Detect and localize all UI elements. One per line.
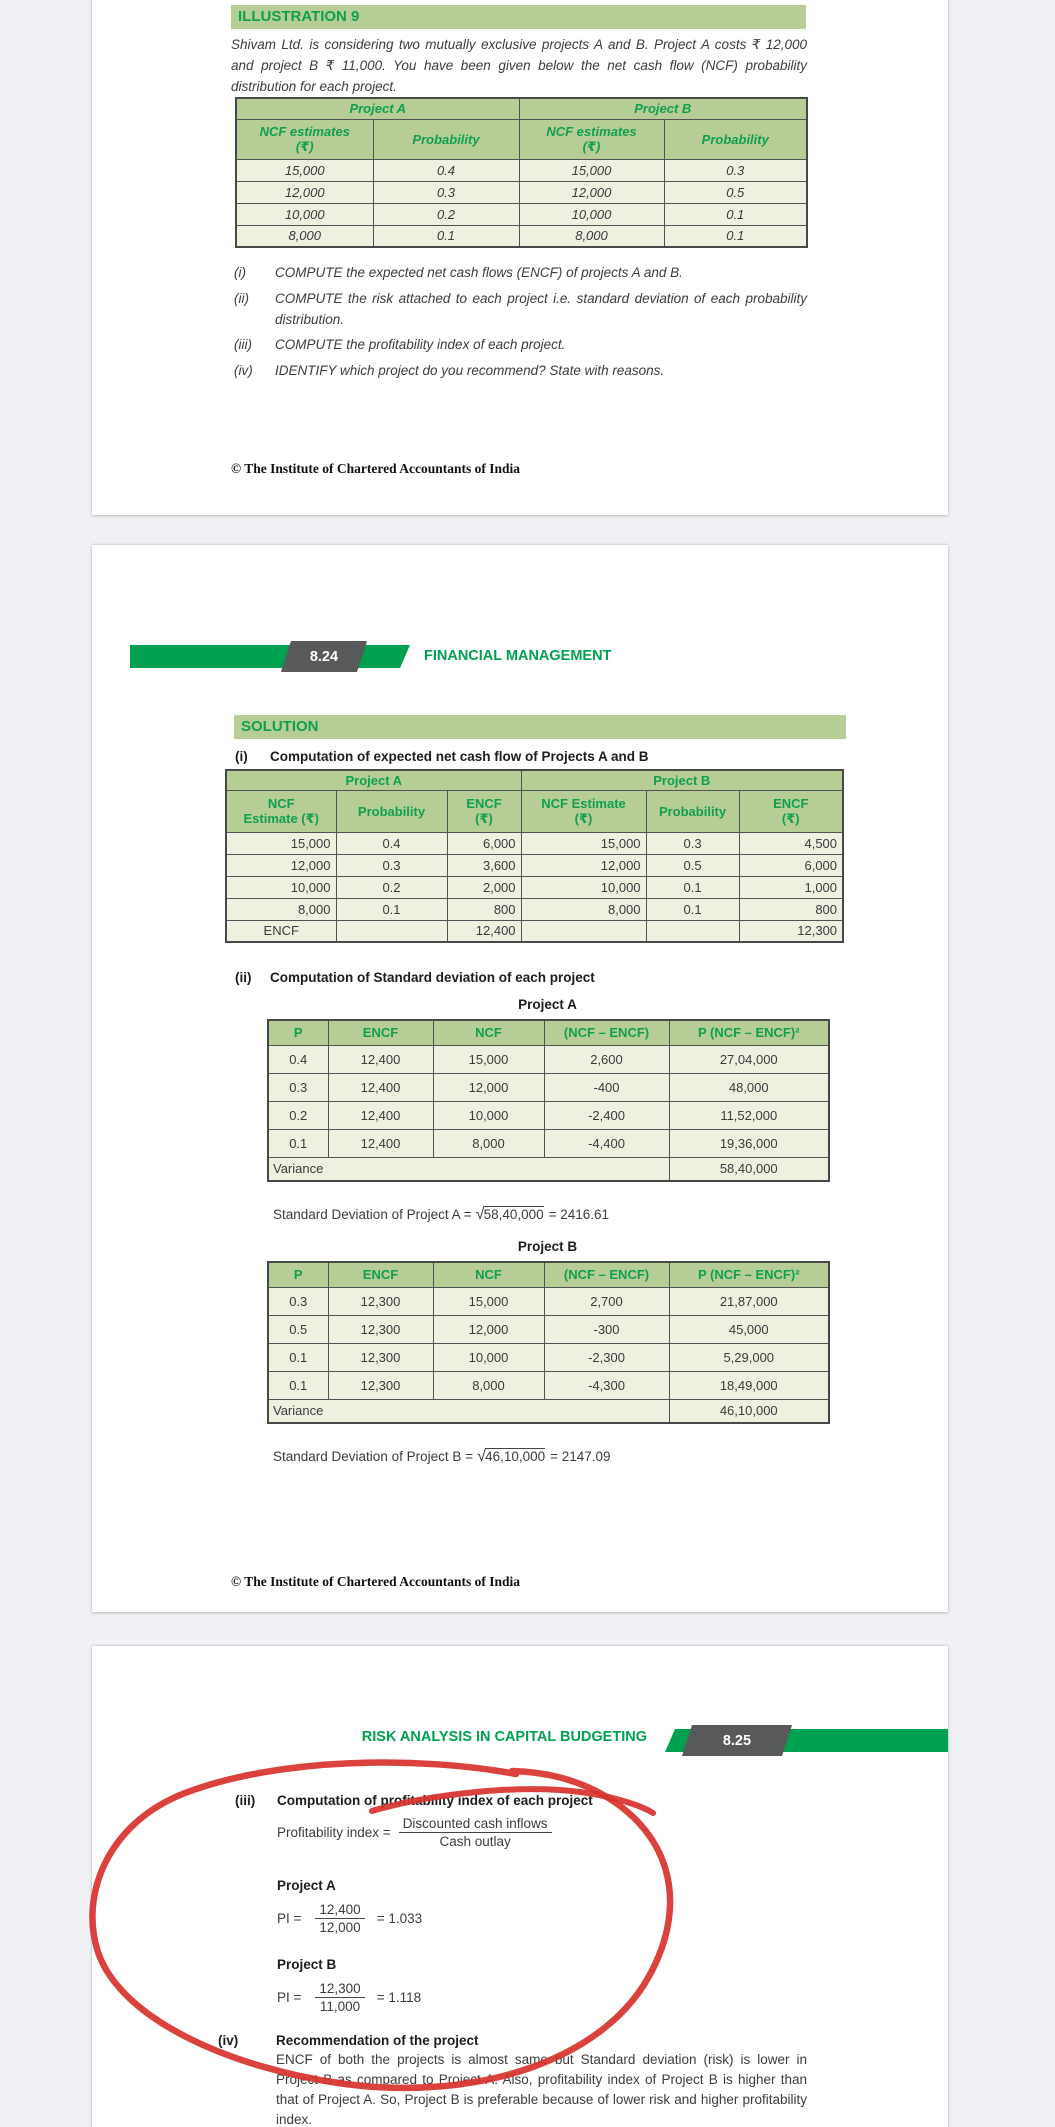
cell: 12,000 — [236, 181, 373, 203]
col-header: Probability — [336, 790, 447, 832]
fraction — [399, 1816, 552, 1849]
table-total-row — [226, 920, 843, 942]
chapter-title: FINANCIAL MANAGEMENT — [424, 648, 612, 664]
cell: 0.1 — [336, 898, 447, 920]
group-header-project-a: Project A — [236, 98, 519, 119]
cell: 0.3 — [664, 159, 807, 181]
col-header-line: NCF — [267, 795, 295, 811]
illustration-title: ILLUSTRATION 9 — [238, 8, 360, 25]
fraction-numerator: 12,400 — [315, 1902, 364, 1919]
total-label: ENCF — [226, 920, 336, 942]
section-title: Computation of expected net cash flow of Projects A and B — [270, 749, 649, 764]
col-header — [521, 790, 646, 832]
cell: 12,300 — [328, 1315, 433, 1343]
cell: 0.3 — [646, 832, 739, 854]
col-header — [519, 119, 664, 159]
pi-label: PI = — [277, 1990, 302, 2005]
variance-label: Variance — [268, 1157, 669, 1181]
cell: 12,300 — [328, 1371, 433, 1399]
table-header-row — [226, 790, 843, 832]
sd-table-project-b — [267, 1261, 830, 1424]
question-text: COMPUTE the expected net cash flows (ENCF) of projects A and B. — [275, 265, 683, 280]
cell: 12,300 — [328, 1343, 433, 1371]
col-header — [739, 790, 843, 832]
variance-row — [268, 1399, 829, 1423]
col-header: P (NCF – ENCF)² — [669, 1262, 829, 1287]
section-number: (iii) — [235, 1793, 256, 1808]
table-header-row — [268, 1262, 829, 1287]
page-number: 8.24 — [309, 648, 339, 665]
group-header-project-a: Project A — [226, 770, 521, 790]
recommendation-text: ENCF of both the projects is almost same but Standard deviation (risk) is lower in Project B as compared to Project A. Also, profitability index of Project B is higher than that of Project A. So, Project B is preferable because of lower risk and higher profitability index. — [276, 2052, 807, 2127]
section-heading-iii — [235, 1792, 835, 1810]
col-header: P — [268, 1262, 328, 1287]
cell: 0.1 — [268, 1129, 328, 1157]
cell: -4,300 — [544, 1371, 669, 1399]
problem-statement: Shivam Ltd. is considering two mutually exclusive projects A and B. Project A costs ₹ 12,000 and project B ₹ 11,000. You have been given below the net cash flow (NCF) probability distribution for each project. — [231, 37, 807, 94]
cell: 6,000 — [739, 854, 843, 876]
col-header: P (NCF – ENCF)² — [669, 1020, 829, 1045]
fraction — [315, 1981, 364, 2014]
group-header-project-b: Project B — [519, 98, 807, 119]
cell: 0.4 — [373, 159, 519, 181]
question-number: (ii) — [234, 291, 249, 306]
cell: 2,000 — [447, 876, 521, 898]
cell: 0.1 — [268, 1343, 328, 1371]
chapter-title: RISK ANALYSIS IN CAPITAL BUDGETING — [361, 1729, 647, 1745]
col-header: (NCF – ENCF) — [544, 1020, 669, 1045]
project-b-table-title: Project B — [517, 1239, 578, 1254]
page-1 — [92, 0, 948, 515]
section-number: (i) — [235, 749, 248, 764]
sqrt-radical-icon: √ — [475, 1205, 485, 1223]
cell: 12,000 — [521, 854, 646, 876]
cell: 800 — [447, 898, 521, 920]
cell: 19,36,000 — [669, 1129, 829, 1157]
pi-result: = 1.118 — [376, 1990, 422, 2005]
section-heading-ii — [235, 969, 835, 987]
table-row — [236, 225, 807, 247]
table-header-row — [236, 119, 807, 159]
cell: -400 — [544, 1073, 669, 1101]
cell: 10,000 — [521, 876, 646, 898]
cell: 0.4 — [268, 1045, 328, 1073]
cell: 0.5 — [664, 181, 807, 203]
cell: 4,500 — [739, 832, 843, 854]
cell: 8,000 — [521, 898, 646, 920]
page-3 — [92, 1646, 948, 2127]
col-header-line: NCF estimates — [546, 123, 637, 139]
project-a-heading: Project A — [277, 1878, 336, 1893]
project-b-heading: Project B — [277, 1957, 337, 1972]
cell — [521, 920, 646, 942]
cell: 15,000 — [521, 832, 646, 854]
fraction-denominator: 12,000 — [319, 1920, 361, 1935]
col-header — [236, 119, 373, 159]
col-header-line: ENCF — [466, 795, 502, 811]
solution-label: SOLUTION — [241, 718, 319, 735]
table-row — [268, 1315, 829, 1343]
fraction-numerator: 12,300 — [315, 1981, 364, 1998]
cell: 12,300 — [328, 1287, 433, 1315]
cell: 0.3 — [268, 1073, 328, 1101]
section-number: (ii) — [235, 970, 252, 985]
col-header-line: NCF Estimate — [541, 795, 626, 811]
table-row — [226, 898, 843, 920]
ncf-probability-table — [235, 97, 808, 248]
cell: 8,000 — [236, 225, 373, 247]
cell: -2,300 — [544, 1343, 669, 1371]
cell: 12,400 — [328, 1045, 433, 1073]
copyright-notice: © The Institute of Chartered Accountants of India — [231, 461, 520, 476]
cell: 15,000 — [433, 1287, 544, 1315]
table-row — [268, 1073, 829, 1101]
cell: 15,000 — [433, 1045, 544, 1073]
pi-project-b — [277, 1981, 421, 2014]
cell: 18,49,000 — [669, 1371, 829, 1399]
cell: 8,000 — [433, 1129, 544, 1157]
cell: 27,04,000 — [669, 1045, 829, 1073]
cell: 12,400 — [328, 1101, 433, 1129]
col-header: (NCF – ENCF) — [544, 1262, 669, 1287]
pi-formula — [277, 1816, 552, 1849]
copyright-notice: © The Institute of Chartered Accountants of India — [231, 1574, 520, 1589]
table-row — [268, 1371, 829, 1399]
col-header: Probability — [646, 790, 739, 832]
sd-prefix: Standard Deviation of Project A = — [273, 1207, 472, 1222]
variance-row — [268, 1157, 829, 1181]
question-item — [234, 360, 807, 381]
cell: 45,000 — [669, 1315, 829, 1343]
encf-table — [225, 769, 844, 943]
cell: -300 — [544, 1315, 669, 1343]
table-row — [226, 876, 843, 898]
col-header: P — [268, 1020, 328, 1045]
cell — [336, 920, 447, 942]
question-number: (iv) — [234, 363, 253, 378]
cell: 10,000 — [519, 203, 664, 225]
cell: 10,000 — [236, 203, 373, 225]
table-row — [236, 159, 807, 181]
cell: 1,000 — [739, 876, 843, 898]
col-header-line: NCF estimates — [259, 123, 350, 139]
cell: 10,000 — [226, 876, 336, 898]
total-project-b: 12,300 — [739, 920, 843, 942]
cell: 0.1 — [268, 1371, 328, 1399]
col-header-line: ENCF — [773, 795, 809, 811]
cell: 12,000 — [226, 854, 336, 876]
cell: 15,000 — [226, 832, 336, 854]
col-header — [226, 790, 336, 832]
illustration-banner — [231, 5, 806, 29]
sd-result: = 2416.61 — [548, 1207, 610, 1222]
rupee-symbol-label: (₹) — [295, 138, 314, 154]
table-row — [268, 1101, 829, 1129]
question-text: COMPUTE the profitability index of each project. — [275, 337, 566, 352]
table-row — [268, 1343, 829, 1371]
cell: 0.1 — [664, 225, 807, 247]
cell: 8,000 — [519, 225, 664, 247]
fraction-denominator: Cash outlay — [439, 1834, 511, 1849]
pi-project-a — [277, 1902, 422, 1935]
solution-banner — [234, 715, 846, 739]
section-title: Computation of Standard deviation of each project — [270, 970, 595, 985]
pi-result: = 1.033 — [376, 1911, 423, 1926]
col-header: NCF — [433, 1020, 544, 1045]
sd-line-project-b — [273, 1447, 611, 1466]
page-number: 8.25 — [722, 1732, 752, 1749]
col-header: ENCF — [328, 1262, 433, 1287]
cell: 800 — [739, 898, 843, 920]
variance-value: 46,10,000 — [669, 1399, 829, 1423]
sd-line-project-a — [273, 1205, 609, 1224]
cell: 5,29,000 — [669, 1343, 829, 1371]
question-text: IDENTIFY which project do you recommend? State with reasons. — [275, 363, 665, 378]
sd-radicand: 58,40,000 — [483, 1207, 544, 1222]
cell: 10,000 — [433, 1101, 544, 1129]
sd-prefix: Standard Deviation of Project B = — [273, 1449, 473, 1464]
question-text: COMPUTE the risk attached to each project i.e. standard deviation of each probability distribution. — [275, 291, 807, 327]
cell: 2,700 — [544, 1287, 669, 1315]
page-number-slab — [682, 1725, 792, 1756]
rupee-symbol-label: (₹) — [574, 810, 593, 826]
table-row — [236, 203, 807, 225]
cell: 0.5 — [646, 854, 739, 876]
col-header — [447, 790, 521, 832]
cell: 10,000 — [433, 1343, 544, 1371]
section-heading-i — [235, 748, 835, 766]
table-group-header-row — [226, 770, 843, 790]
cell: -4,400 — [544, 1129, 669, 1157]
cell: 0.1 — [373, 225, 519, 247]
cell: 48,000 — [669, 1073, 829, 1101]
rupee-symbol-label: (₹) — [582, 138, 601, 154]
sd-result: = 2147.09 — [550, 1449, 611, 1464]
cell: 0.1 — [664, 203, 807, 225]
cell: 2,600 — [544, 1045, 669, 1073]
cell: 12,400 — [328, 1073, 433, 1101]
col-header: NCF — [433, 1262, 544, 1287]
section-number: (iv) — [218, 2033, 239, 2048]
cell: 0.3 — [268, 1287, 328, 1315]
cell: 21,87,000 — [669, 1287, 829, 1315]
rupee-symbol-label: (₹) — [475, 810, 493, 826]
cell: 0.3 — [373, 181, 519, 203]
cell: 3,600 — [447, 854, 521, 876]
table-row — [268, 1129, 829, 1157]
sqrt-radical-icon: √ — [477, 1447, 487, 1465]
page-number-slab — [281, 641, 367, 672]
pi-label: PI = — [277, 1911, 302, 1926]
cell: 0.1 — [646, 876, 739, 898]
cell: 0.2 — [373, 203, 519, 225]
col-header: Probability — [664, 119, 807, 159]
cell: 0.4 — [336, 832, 447, 854]
cell: 8,000 — [226, 898, 336, 920]
question-item — [234, 288, 807, 330]
group-header-project-b: Project B — [521, 770, 843, 790]
cell: 0.2 — [336, 876, 447, 898]
question-number: (iii) — [234, 337, 252, 352]
table-row — [268, 1287, 829, 1315]
section-title: Recommendation of the project — [276, 2033, 479, 2048]
sd-table-project-a — [267, 1019, 830, 1182]
variance-label: Variance — [268, 1399, 669, 1423]
table-header-row — [268, 1020, 829, 1045]
col-header: Probability — [373, 119, 519, 159]
table-row — [268, 1045, 829, 1073]
page-header-band — [130, 645, 410, 668]
cell: 0.5 — [268, 1315, 328, 1343]
cell: 0.3 — [336, 854, 447, 876]
table-row — [236, 181, 807, 203]
fraction-denominator: 11,000 — [319, 1999, 361, 2014]
cell: 15,000 — [236, 159, 373, 181]
section-heading-iv — [218, 2032, 838, 2050]
fraction-numerator: Discounted cash inflows — [399, 1816, 552, 1833]
project-a-table-title: Project A — [518, 997, 577, 1012]
cell: 6,000 — [447, 832, 521, 854]
cell — [646, 920, 739, 942]
sd-radicand: 46,10,000 — [485, 1449, 546, 1464]
page-2 — [92, 545, 948, 1612]
table-group-header-row — [236, 98, 807, 119]
question-item — [234, 334, 807, 355]
cell: 12,000 — [433, 1315, 544, 1343]
col-header: ENCF — [328, 1020, 433, 1045]
cell: 0.2 — [268, 1101, 328, 1129]
cell: 12,000 — [433, 1073, 544, 1101]
cell: 15,000 — [519, 159, 664, 181]
col-header-line: Estimate (₹) — [243, 810, 319, 826]
table-row — [226, 832, 843, 854]
cell: 11,52,000 — [669, 1101, 829, 1129]
formula-label: Profitability index = — [277, 1825, 391, 1840]
table-row — [226, 854, 843, 876]
cell: 0.1 — [646, 898, 739, 920]
question-item — [234, 262, 807, 283]
fraction — [315, 1902, 364, 1935]
total-project-a: 12,400 — [447, 920, 521, 942]
variance-value: 58,40,000 — [669, 1157, 829, 1181]
cell: 12,400 — [328, 1129, 433, 1157]
section-title: Computation of profitability index of each project — [277, 1793, 593, 1808]
cell: 12,000 — [519, 181, 664, 203]
cell: -2,400 — [544, 1101, 669, 1129]
question-number: (i) — [234, 265, 246, 280]
cell: 8,000 — [433, 1371, 544, 1399]
rupee-symbol-label: (₹) — [781, 810, 800, 826]
